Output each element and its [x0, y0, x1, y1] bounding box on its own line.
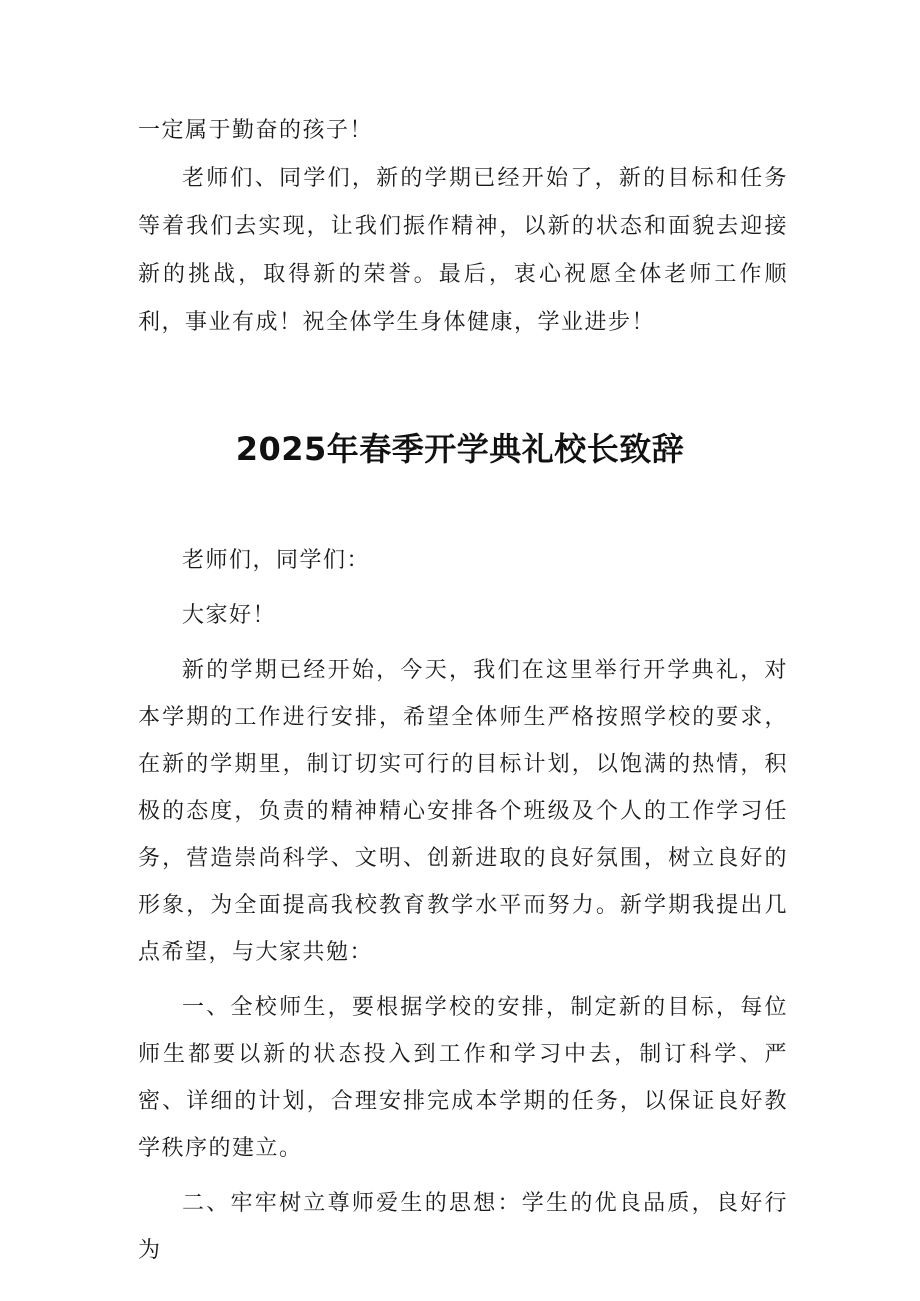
closing-paragraph: 老师们、同学们，新的学期已经开始了，新的目标和任务等着我们去实现，让我们振作精神，以新的状态和面貌去迎接新的挑战，取得新的荣誉。最后，衷心祝愿全体老师工作顺利，事业有成！祝全体学生身体健康，学业进步！ — [138, 166, 788, 335]
point-two-paragraph: 二、牢牢树立尊师爱生的思想：学生的优良品质，良好行为 — [138, 1191, 788, 1263]
point-one-paragraph: 一、全校师生，要根据学校的安排，制定新的目标，每位师生都要以新的状态投入到工作和学习中去，制订科学、严密、详细的计划，合理安排完成本学期的任务，以保证良好教学秩序的建立。 — [138, 995, 788, 1161]
continuation-line: 一定属于勤奋的孩子！ — [138, 118, 374, 143]
previous-speech-ending — [138, 107, 788, 347]
document-title: 2025年春季开学典礼校长致辞 — [235, 430, 685, 468]
speech-body — [138, 537, 788, 1282]
salutation: 老师们，同学们： — [182, 548, 371, 573]
intro-paragraph: 新的学期已经开始，今天，我们在这里举行开学典礼，对本学期的工作进行安排，希望全体师生严格按照学校的要求，在新的学期里，制订切实可行的目标计划，以饱满的热情，积极的态度，负责的精神精心安排各个班级及个人的工作学习任务，营造崇尚科学、文明、创新进取的良好氛围，树立良好的形象，为全面提高我校教育教学水平而努力。新学期我提出几点希望，与大家共勉： — [138, 658, 788, 965]
greeting: 大家好！ — [182, 603, 277, 628]
